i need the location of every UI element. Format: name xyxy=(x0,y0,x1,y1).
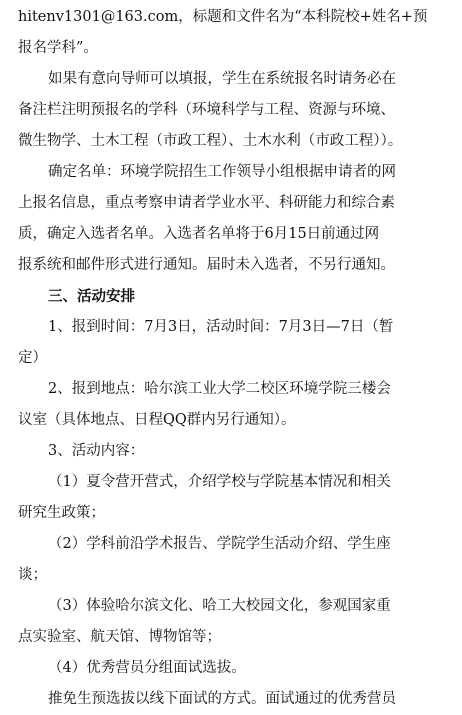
text-line: 上报名信息，重点考察申请者学业水平、科研能力和综合素 xyxy=(18,195,395,211)
paragraph-start: 如果有意向导师可以填报，学生在系统报名时请务必在 xyxy=(48,71,396,87)
sub-list-item: （2）学科前沿学术报告、学院学生活动介绍、学生座 xyxy=(48,536,391,552)
text-line: 微生物学、土木工程（市政工程）、土木水利（市政工程））。 xyxy=(18,133,403,149)
list-item: 3、活动内容： xyxy=(48,443,145,459)
list-item: 2、报到地点：哈尔滨工业大学二校区环境学院三楼会 xyxy=(48,381,391,397)
sub-list-item: （1）夏令营开营式，介绍学校与学院基本情况和相关 xyxy=(48,474,391,490)
list-item: 1、报到时间：7月3日，活动时间：7月3日—7日（暂 xyxy=(48,319,394,335)
text-line: 谈； xyxy=(18,567,47,583)
text-line: 定） xyxy=(18,350,47,366)
text-line: 研究生政策； xyxy=(18,505,105,521)
sub-list-item: （4）优秀营员分组面试选拔。 xyxy=(48,660,246,676)
text-line: 点实验室、航天馆、博物馆等； xyxy=(18,629,221,645)
section-heading: 三、活动安排 xyxy=(48,288,135,305)
text-line: 质，确定入选者名单。入选者名单将于6月15日前通过网 xyxy=(18,226,380,242)
email-line: hitenv1301@163.com，标题和文件名为“本科院校+姓名+预 xyxy=(18,9,428,25)
sub-list-item: （3）体验哈尔滨文化、哈工大校园文化，参观国家重 xyxy=(48,598,391,614)
text-line: 报系统和邮件形式进行通知。届时未入选者，不另行通知。 xyxy=(18,257,395,273)
text-line: 议室（具体地点、日程QQ群内另行通知）。 xyxy=(18,412,296,428)
paragraph-start: 推免生预选拔以线下面试的方式。面试通过的优秀营员 xyxy=(48,691,396,707)
text-line: 报名学科”。 xyxy=(18,40,98,56)
text-line: 备注栏注明预报名的学科（环境科学与工程、资源与环境、 xyxy=(18,102,395,118)
paragraph-start: 确定名单：环境学院招生工作领导小组根据申请者的网 xyxy=(48,164,396,180)
